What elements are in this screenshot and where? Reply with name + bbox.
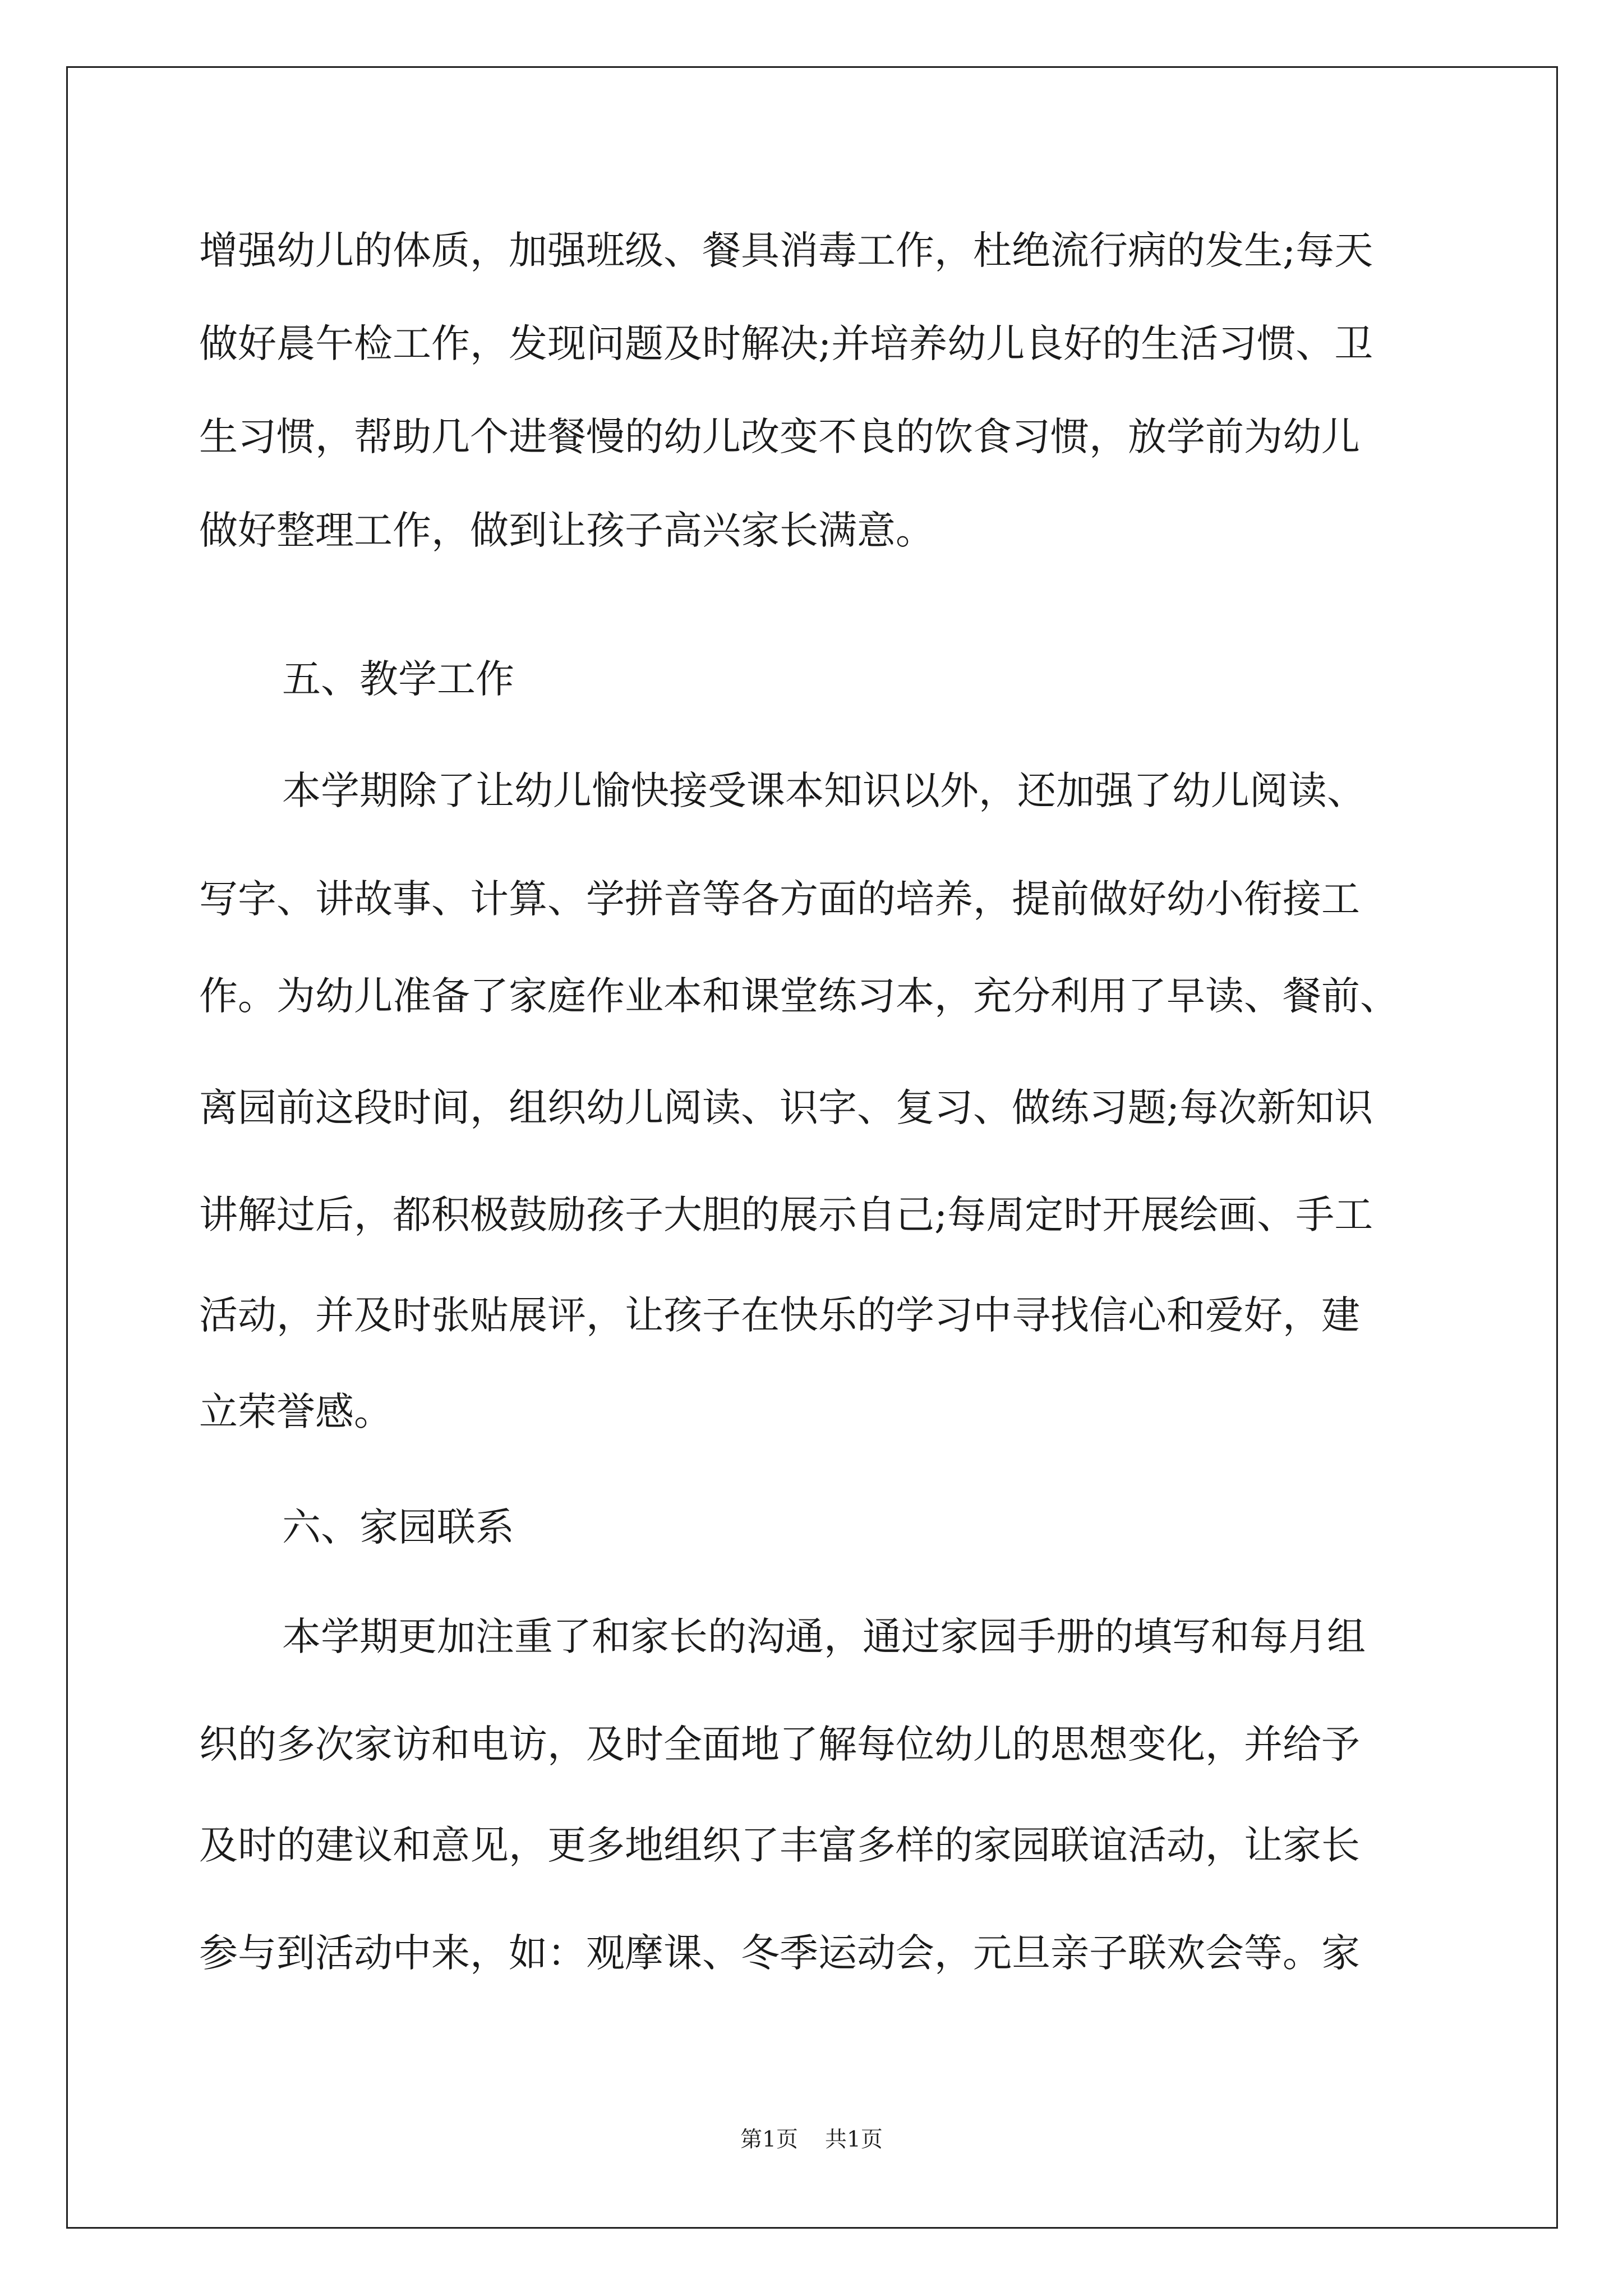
body-line: 生习惯，帮助几个进餐慢的幼儿改变不良的饮食习惯，放学前为幼儿: [199, 415, 1360, 459]
body-line: 及时的建议和意见，更多地组织了丰富多样的家园联谊活动，让家长: [199, 1823, 1360, 1868]
body-line: 讲解过后，都积极鼓励孩子大胆的展示自己;每周定时开展绘画、手工: [199, 1193, 1373, 1237]
body-line: 做好晨午检工作，发现问题及时解决;并培养幼儿良好的生活习惯、卫: [199, 321, 1373, 366]
body-line: 本学期除了让幼儿愉快接受课本知识以外，还加强了幼儿阅读、: [282, 769, 1366, 813]
section-heading: 五、教学工作: [282, 657, 514, 702]
body-line: 织的多次家访和电访，及时全面地了解每位幼儿的思想变化，并给予: [199, 1722, 1360, 1767]
page-border: [66, 66, 1558, 2229]
body-line: 离园前这段时间，组织幼儿阅读、识字、复习、做练习题;每次新知识: [199, 1085, 1373, 1130]
body-line: 本学期更加注重了和家长的沟通，通过家园手册的填写和每月组: [282, 1614, 1366, 1659]
body-line: 写字、讲故事、计算、学拼音等各方面的培养，提前做好幼小衔接工: [199, 877, 1360, 922]
page-total: 共1页: [825, 2127, 883, 2152]
body-line: 参与到活动中来，如：观摩课、冬季运动会，元旦亲子联欢会等。家: [199, 1931, 1360, 1976]
body-line: 活动，并及时张贴展评，让孩子在快乐的学习中寻找信心和爱好，建: [199, 1293, 1360, 1338]
page-number: 第1页: [740, 2127, 798, 2152]
body-line: 立荣誉感。: [199, 1389, 393, 1434]
body-line: 做好整理工作，做到让孩子高兴家长满意。: [199, 508, 934, 553]
page-footer: [0, 2129, 1623, 2151]
section-heading: 六、家园联系: [282, 1505, 514, 1550]
body-line: 作。为幼儿准备了家庭作业本和课堂练习本，充分利用了早读、餐前、: [199, 974, 1399, 1019]
body-line: 增强幼儿的体质，加强班级、餐具消毒工作，杜绝流行病的发生;每天: [199, 228, 1373, 273]
